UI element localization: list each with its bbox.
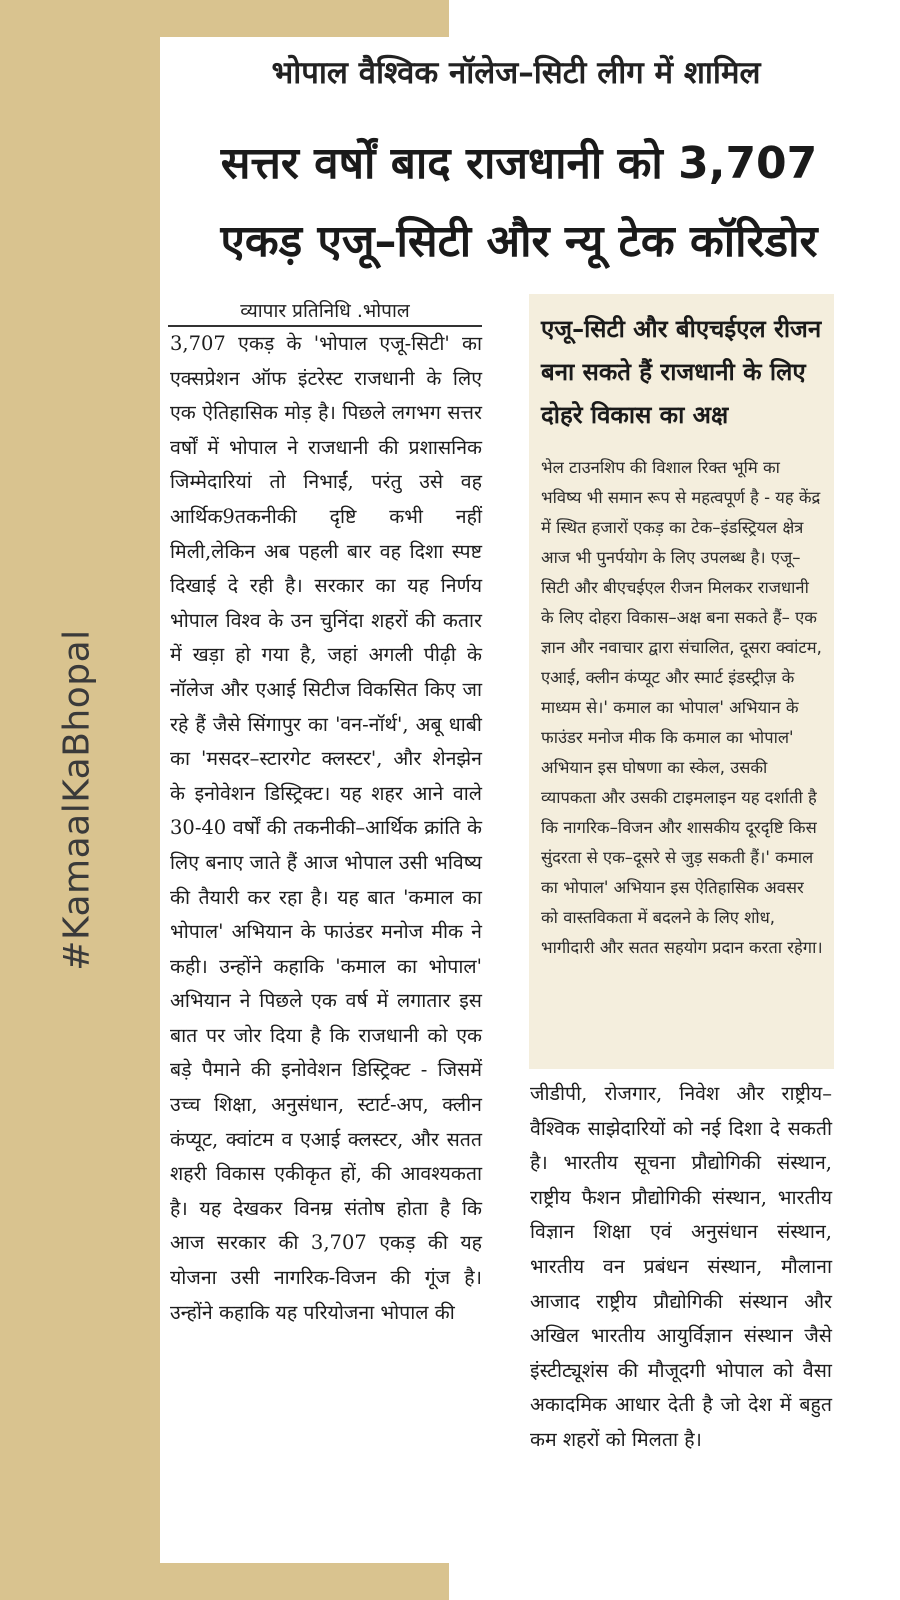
article-kicker: भोपाल वैश्विक नॉलेज–सिटी लीग में शामिल	[271, 55, 761, 91]
article-byline: व्यापार प्रतिनिधि .भोपाल	[168, 297, 482, 327]
sidebar-body: भेल टाउनशिप की विशाल रिक्त भूमि का भविष्य भी समान रूप से महत्वपूर्ण है - यह केंद्र में स्थित हजारों एकड़ का टेक–इंडस्ट्रियल क्षेत्र आज भी पुनर्पयोग के लिए उपलब्ध है। एजू–सिटी और बीएचईएल रीजन मिलकर राजधानी के लिए दोहरा विकास–अक्ष बना सकते हैं– एक ज्ञान और नवाचार द्वारा संचालित, दूसरा क्वांटम, एआई, क्लीन कंप्यूट और स्मार्ट इंडस्ट्रीज़ के माध्यम से।' कमाल का भोपाल' अभियान के फाउंडर मनोज मीक कि कमाल का भोपाल' अभियान इस घोषणा का स्केल, उसकी व्यापकता और उसकी टाइमलाइन यह दर्शाती है कि नागरिक–विजन और शासकीय दूरदृष्टि किस सुंदरता से एक–दूसरे से जुड़ सकती हैं।' कमाल का भोपाल' अभियान इस ऐतिहासिक अवसर को वास्तविकता में बदलने के लिए शोध, भागीदारी और सतत सहयोग प्रदान करता रहेगा।	[541, 458, 823, 957]
right-column-text: जीडीपी, रोजगार, निवेश और राष्ट्रीय–वैश्विक साझेदारियों को नई दिशा दे सकती है। भारतीय सूचना प्रौद्योगिकी संस्थान, राष्ट्रीय फैशन प्रौद्योगिकी संस्थान, भारतीय विज्ञान शिक्षा एवं अनुसंधान संस्थान, भारतीय वन प्रबंधन संस्थान, मौलाना आजाद राष्ट्रीय प्रौद्योगिकी संस्थान और अखिल भारतीय आयुर्विज्ञान संस्थान जैसे इंस्टीट्यूशंस की मौजूदगी भोपाल को वैसा अकादमिक आधार देती है जो देश में बहुत कम शहरों को मिलता है।	[530, 1082, 832, 1451]
sidebar-title: एजू–सिटी और बीएचईएल रीजन बना सकते हैं राजधानी के लिए दोहरे विकास का अक्ष	[541, 315, 822, 429]
newspaper-clipping	[160, 37, 872, 1563]
left-column-text: 3,707 एकड़ के 'भोपाल एजू-सिटी' का एक्सप्रेशन ऑफ इंटरेस्ट राजधानी के लिए एक ऐतिहासिक मोड़ है। पिछले लगभग सत्तर वर्षों में भोपाल ने राजधानी की प्रशासनिक जिम्मेदारियां तो निभाईं, परंतु उसे वह आर्थिक9तकनीकी दृष्टि कभी नहीं मिली,लेकिन अब पहली बार वह दिशा स्पष्ट दिखाई दे रही है। सरकार का यह निर्णय भोपाल विश्व के उन चुनिंदा शहरों की कतार में खड़ा हो गया है, जहां अगली पीढ़ी के नॉलेज और एआई सिटीज विकसित किए जा रहे हैं जैसे सिंगापुर का 'वन-नॉर्थ', अबू धाबी का 'मसदर–स्टारगेट क्लस्टर', और शेनझेन के इनोवेशन डिस्ट्रिक्ट। यह शहर आने वाले 30-40 वर्षों की तकनीकी–आर्थिक क्रांति के लिए बनाए जाते हैं आज भोपाल उसी भविष्य की तैयारी कर रहा है। यह बात 'कमाल का भोपाल' अभियान के फाउंडर मनोज मीक ने कही। उन्होंने कहाकि 'कमाल का भोपाल' अभियान ने पिछले एक वर्ष में लगातार इस बात पर जोर दिया है कि राजधानी को एक बड़े पैमाने की इनोवेशन डिस्ट्रिक्ट - जिसमें उच्च शिक्षा, अनुसंधान, स्टार्ट-अप, क्लीन कंप्यूट, क्वांटम व एआई क्लस्टर, और सतत शहरी विकास एकीकृत हों, की आवश्यकता है। यह देखकर विनम्र संतोष होता है कि आज सरकार की 3,707 एकड़ की यह योजना उसी नागरिक-विजन की गूंज है। उन्होंने कहाकि यह परियोजना भोपाल की	[170, 332, 482, 1324]
article-right-column	[530, 1077, 832, 1458]
article-headline: सत्तर वर्षों बाद राजधानी को 3,707 एकड़ एजू–सिटी और न्यू टेक कॉरिडोर	[220, 138, 818, 267]
sidebar-box	[529, 294, 834, 1069]
article-left-column	[170, 327, 482, 1330]
hashtag-label: #KamaalKaBhopal	[56, 629, 98, 971]
